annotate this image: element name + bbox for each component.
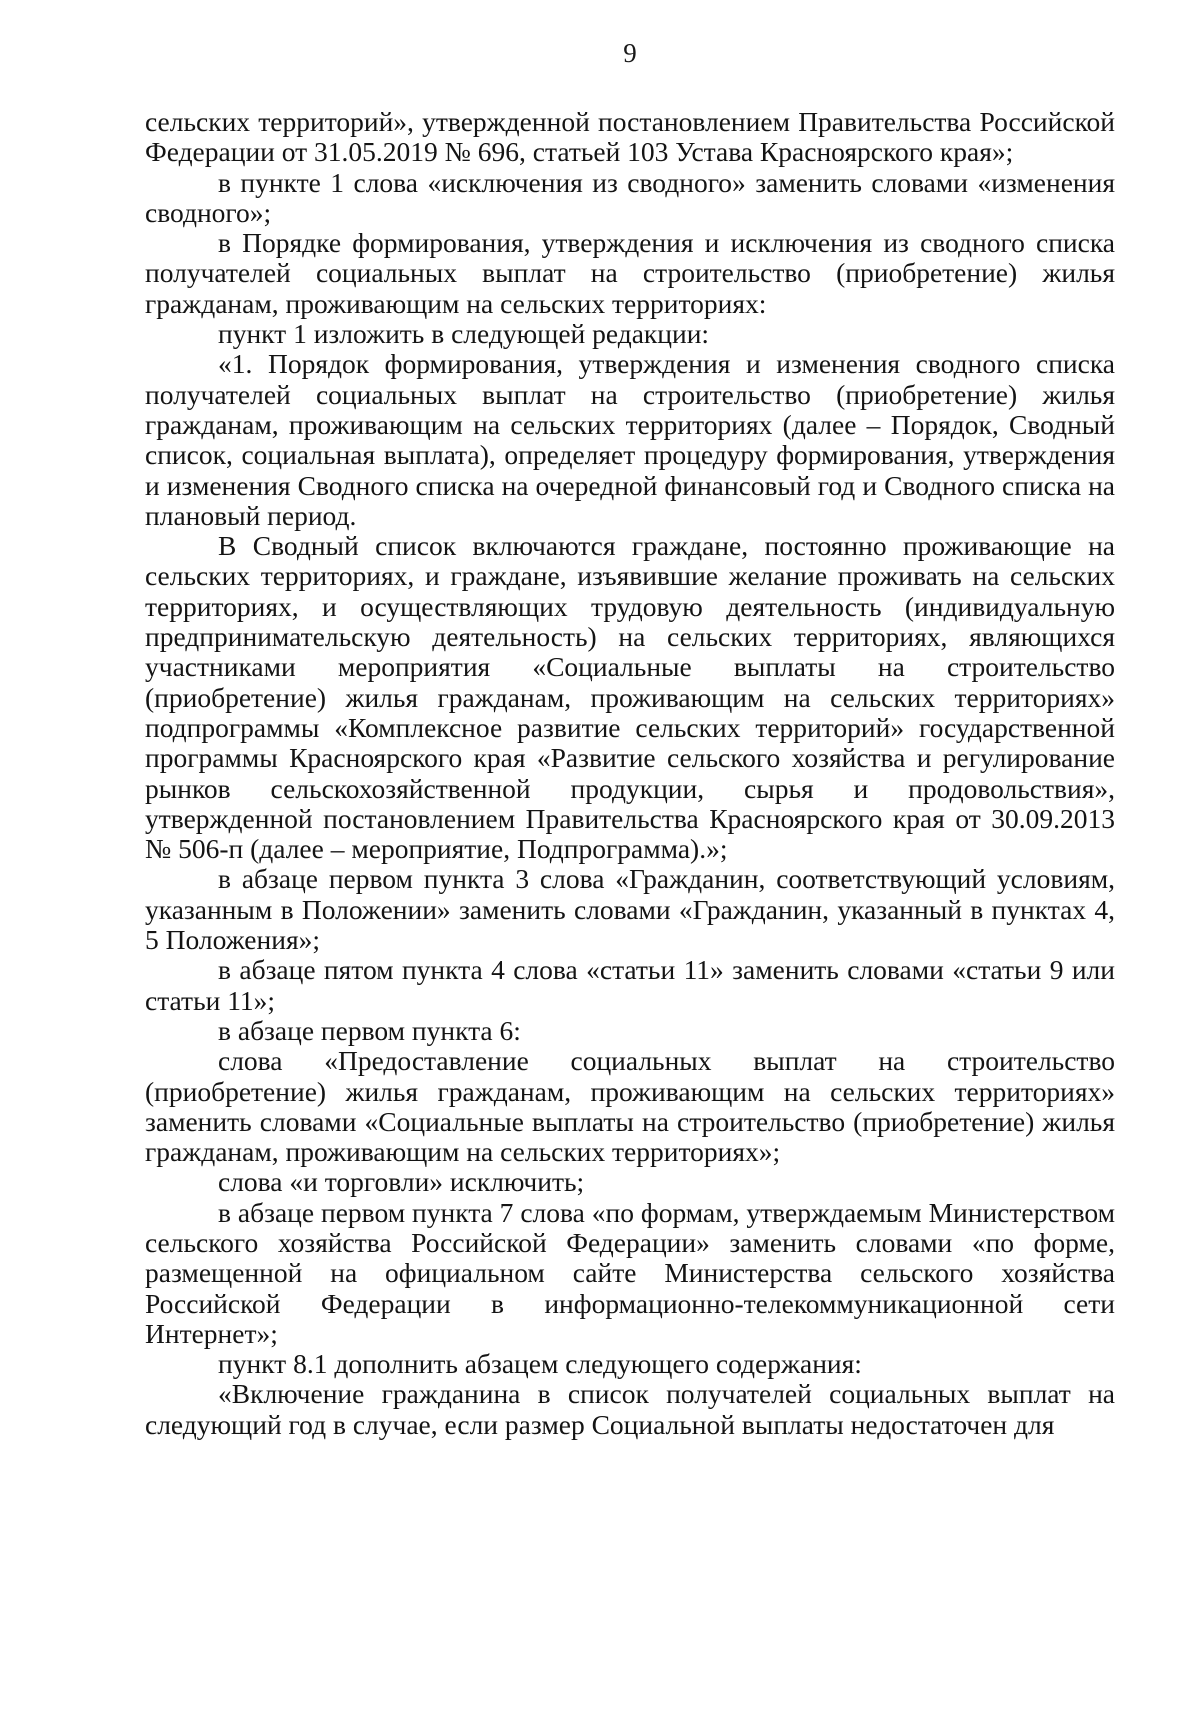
- paragraph: в абзаце первом пункта 7 слова «по формам, утверждаемым Министерством сельского хозяйства Российской Федерации» заменить словами «по форме, размещенной на официальном сайте Министерства сельского хозяйства Российской Федерации в информационно-телекоммуникационной сети Интернет»;: [145, 1196, 1115, 1349]
- document-body: [145, 107, 1115, 1440]
- page-number: 9: [623, 38, 637, 68]
- paragraph: пункт 8.1 дополнить абзацем следующего содержания:: [218, 1348, 862, 1380]
- paragraph: в абзаце первом пункта 3 слова «Гражданин, соответствующий условиям, указанным в Положении» заменить словами «Гражданин, указанный в пунктах 4, 5 Положения»;: [145, 863, 1115, 956]
- paragraph: в абзаце первом пункта 6:: [218, 1014, 521, 1046]
- paragraph: слова «и торговли» исключить;: [218, 1166, 585, 1198]
- paragraph: «1. Порядок формирования, утверждения и изменения сводного списка получателей социальных выплат на строительство (приобретение) жилья гражданам, проживающим на сельских территориях (далее – Порядок, Сводный список, социальная выплата), определяет процедуру формирования, утверждения и изменения Сводного списка на очередной финансовый год и Сводного списка на плановый период.: [145, 348, 1115, 531]
- paragraph: в Порядке формирования, утверждения и исключения из сводного списка получателей социальных выплат на строительство (приобретение) жилья гражданам, проживающим на сельских территориях:: [145, 227, 1115, 319]
- paragraph: В Сводный список включаются граждане, постоянно проживающие на сельских территориях, и граждане, изъявившие желание проживать на сельских территориях, и осуществляющих трудовую деятельность (индивидуальную предпринимательскую деятельность) на сельских территориях, являющихся участниками мероприятия «Социальные выплаты на строительство (приобретение) жилья гражданам, проживающим на сельских территориях» подпрограммы «Комплексное развитие сельских территорий» государственной программы Красноярского края «Развитие сельского хозяйства и регулирование рынков сельскохозяйственной продукции, сырья и продовольствия», утвержденной постановлением Правительства Красноярского края от 30.09.2013 № 506-п (далее – мероприятие, Подпрограмма).»;: [145, 530, 1115, 865]
- paragraph: в абзаце пятом пункта 4 слова «статьи 11» заменить словами «статьи 9 или статьи 11»;: [145, 954, 1115, 1016]
- paragraph: «Включение гражданина в список получателей социальных выплат на следующий год в случае, если размер Социальной выплаты недостаточен для: [145, 1378, 1115, 1440]
- paragraph: сельских территорий», утвержденной постановлением Правительства Российской Федерации от 31.05.2019 № 696, статьей 103 Устава Красноярского края»;: [145, 106, 1115, 168]
- paragraph: в пункте 1 слова «исключения из сводного» заменить словами «изменения сводного»;: [145, 166, 1115, 228]
- paragraph: пункт 1 изложить в следующей редакции:: [218, 318, 710, 350]
- paragraph: слова «Предоставление социальных выплат на строительство (приобретение) жилья гражданам, проживающим на сельских территориях» заменить словами «Социальные выплаты на строительство (приобретение) жилья гражданам, проживающим на сельских территориях»;: [145, 1045, 1115, 1168]
